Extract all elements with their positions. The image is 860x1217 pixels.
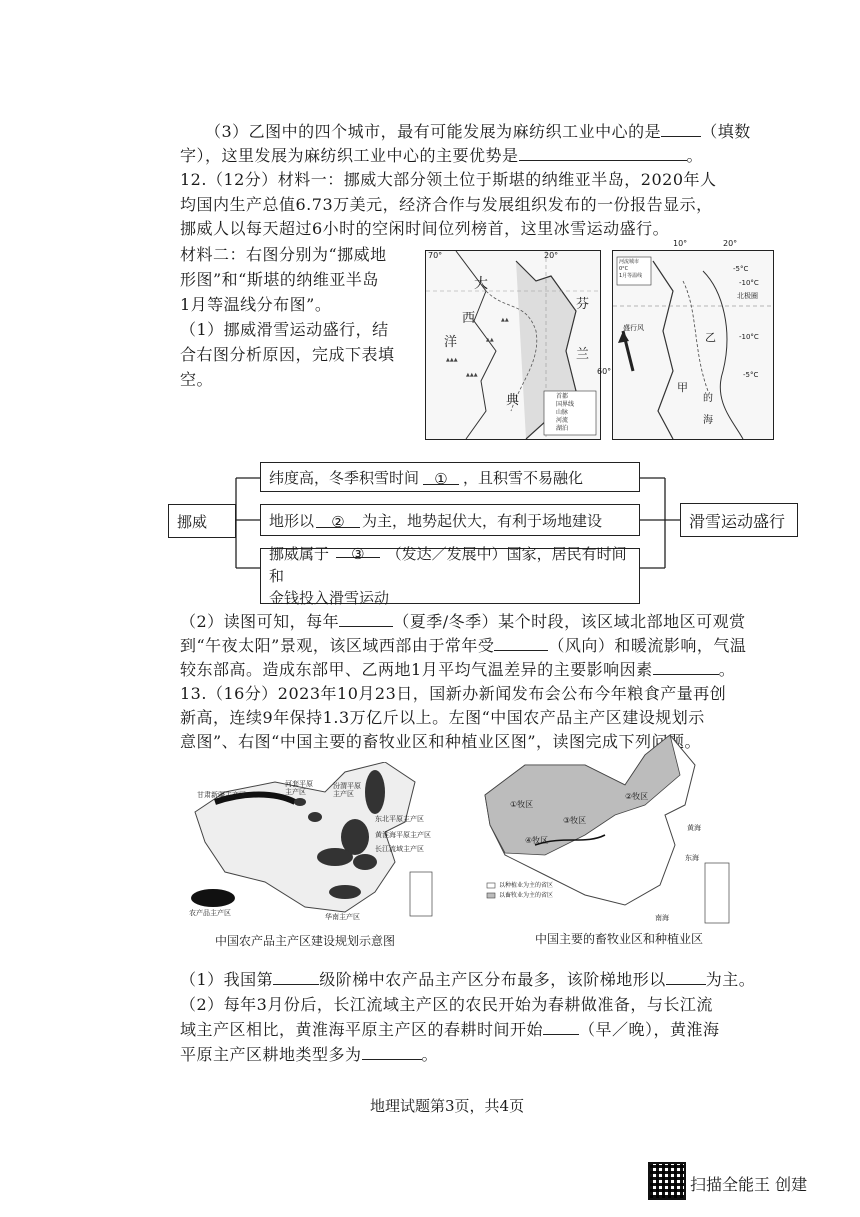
text: （夏季/冬季）某个时段，该区域北部地区可观赏	[393, 612, 746, 631]
isotherm-label: -5°C	[733, 265, 749, 273]
legend-label: 农产品主产区	[189, 909, 231, 917]
diagram-root-text: 挪威	[177, 512, 208, 531]
row-text: 挪威属于	[269, 545, 330, 563]
q12-material2-l1: 材料二：右图分别为“挪威地	[180, 245, 387, 264]
blank-number: ③	[351, 545, 365, 563]
q12-sub1-l1: （1）挪威滑雪运动盛行，结	[180, 320, 389, 339]
sea-label: 黄海	[687, 824, 701, 832]
diagram-root-norway	[168, 504, 236, 538]
answer-blank[interactable]	[543, 1020, 579, 1035]
norway-terrain-map	[425, 250, 601, 440]
isotherm-label: -5°C	[743, 371, 759, 379]
map-char: 洋	[444, 335, 458, 350]
diagram-row-latitude	[260, 462, 640, 492]
answer-blank[interactable]	[362, 1045, 422, 1060]
map-legend	[619, 259, 642, 280]
answer-blank-3[interactable]	[336, 543, 380, 563]
legend-item: 0°C	[619, 266, 629, 272]
legend-item: 国界线	[556, 401, 575, 408]
map-char: 西	[462, 311, 476, 326]
legend-item: 1月等温线	[619, 273, 643, 279]
answer-blank[interactable]	[666, 970, 706, 985]
diagram-result-text: 滑雪运动盛行	[689, 511, 786, 531]
isotherm-map	[597, 239, 774, 440]
q13-line1: 13.（16分）2023年10月23日，国新办新闻发布会公布今年粮食产量再创	[180, 684, 727, 703]
svg-text:▲▲▲: ▲▲▲	[446, 357, 458, 363]
right-map-caption: 中国主要的畜牧业区和种植业区	[535, 932, 704, 946]
sea-label: 南海	[655, 914, 669, 922]
map-char: 芬	[576, 297, 590, 312]
map-char: 大	[474, 276, 488, 292]
answer-blank[interactable]	[273, 970, 319, 985]
q11-line1	[205, 122, 751, 142]
point-jia: 甲	[677, 381, 688, 394]
svg-text:▲▲: ▲▲	[486, 337, 494, 343]
legend-item: 河流	[556, 417, 569, 424]
legend-item: 河流城市	[619, 259, 640, 265]
q12-sub2-l3	[180, 660, 735, 680]
qr-code-icon	[648, 1162, 686, 1200]
answer-blank-1[interactable]	[423, 469, 459, 488]
isotherm-label: -10°C	[739, 279, 759, 287]
legend-item: 首都	[556, 393, 569, 400]
prevailing-wind-label: 盛行风	[623, 324, 644, 332]
region-label: 甘肃新疆主产区	[197, 791, 246, 799]
legend-item: 湖泊	[556, 425, 569, 432]
q12-sub1-l3: 空。	[180, 370, 214, 389]
region-label: 东北平原主产区	[375, 815, 424, 823]
text: （风向）和暖流影响，气温	[548, 636, 747, 655]
region-label: 华南主产区	[325, 913, 360, 921]
lat-label: 70°	[428, 251, 443, 260]
text: （早／晚），黄淮海	[579, 1020, 720, 1039]
sea-label: 东海	[685, 854, 699, 862]
answer-blank[interactable]	[339, 612, 393, 627]
region-label: ③牧区	[563, 816, 587, 825]
q11-line2	[180, 146, 703, 166]
text: 。	[421, 1045, 439, 1064]
scanner-watermark: 扫描全能王 创建	[690, 1175, 808, 1194]
q12-material2-l2: 形图”和“斯堪的纳维亚半岛	[180, 270, 379, 289]
q13-sub2-l2	[180, 1020, 720, 1040]
diagram-row-terrain	[260, 504, 640, 536]
china-livestock-crop-map	[475, 735, 743, 930]
lon-label: 10°	[673, 239, 688, 248]
map-char: 兰	[576, 347, 590, 362]
region-label: ①牧区	[510, 800, 534, 809]
diagram-result-box	[680, 503, 798, 537]
region-label: 河套平原主产区	[285, 780, 313, 796]
q11-line1-tail: （填数	[701, 122, 751, 141]
region-label: 汾渭平原主产区	[333, 782, 361, 798]
map-legend	[499, 881, 553, 901]
row-line2: 金钱投入滑雪运动	[269, 589, 390, 607]
lon-label: 20°	[723, 239, 738, 248]
region-label: ②牧区	[625, 792, 649, 801]
blank-number: ②	[331, 512, 345, 531]
q12-material2-l3: 1月等温线分布图”。	[180, 295, 332, 314]
q12-line2: 均国内生产总值6.73万美元，经济合作与发展组织发布的一份报告显示，	[180, 195, 713, 214]
q11-line2-tail: 。	[686, 146, 704, 165]
q11-line1-text: （3）乙图中的四个城市，最有可能发展为麻纺织工业中心的是	[205, 122, 662, 141]
lon-label: 20°	[544, 251, 559, 260]
q12-line1: 12.（12分）材料一：挪威大部分领土位于斯堪的纳维亚半岛，2020年人	[180, 170, 717, 189]
answer-blank[interactable]	[661, 122, 701, 137]
q12-sub2-l2	[180, 636, 746, 656]
q13-line3: 意图”、右图“中国主要的畜牧业区和种植业区图”，读图完成下列问题。	[180, 732, 702, 751]
blank-number: ①	[434, 469, 448, 488]
q13-sub2-l1: （2）每年3月份后，长江流域主产区的农民开始为春耕做准备，与长江流	[180, 995, 713, 1014]
answer-blank-2[interactable]	[316, 512, 360, 531]
text: 到“午夜太阳”景观，该区域西部由于常年受	[180, 636, 495, 655]
row-text: 地形以	[269, 511, 315, 530]
text: （1）我国第	[180, 970, 274, 989]
map-legend	[556, 393, 574, 433]
diagram-row-development	[260, 545, 640, 607]
china-main-producing-areas-map	[185, 762, 455, 927]
text: 较东部高。造成东部甲、乙两地1月平均气温差异的主要影响因素	[180, 660, 653, 679]
isotherm-label: -10°C	[739, 333, 759, 341]
row-tail: 为主，地势起伏大，有利于场地建设	[362, 511, 603, 530]
svg-text:▲▲: ▲▲	[501, 317, 509, 323]
row-tail: （发达／发展中）国家，居民有时间和	[269, 545, 627, 585]
left-map-caption: 中国农产品主产区建设规划示意图	[215, 934, 396, 948]
text: 为主。	[705, 970, 756, 989]
map-char: 海	[703, 415, 713, 426]
row-text: 纬度高，冬季积雪时间	[269, 468, 420, 487]
answer-blank[interactable]	[519, 146, 687, 161]
row-tail: ，且积雪不易融化	[463, 468, 584, 487]
svg-text:▲▲▲: ▲▲▲	[466, 372, 478, 378]
text: 级阶梯中农产品主产区分布最多，该阶梯地形以	[319, 970, 666, 989]
period: 。	[718, 660, 736, 679]
page-footer: 地理试题第3页，共4页	[370, 1097, 525, 1115]
arctic-circle-label: 北极圈	[737, 292, 758, 300]
lat-label: 60°	[597, 367, 612, 376]
region-label: 长江流域主产区	[375, 845, 424, 853]
legend-item: 以种植业为主的省区	[499, 882, 554, 889]
text: 平原主产区耕地类型多为	[180, 1045, 362, 1064]
q12-sub1-l2: 合右图分析原因，完成下表填	[180, 345, 395, 364]
text: （2）读图可知，每年	[180, 612, 340, 631]
q13-line2: 新高，连续9年保持1.3万亿斤以上。左图“中国农产品主产区建设规划示	[180, 708, 705, 727]
q12-sub2-l1	[180, 612, 746, 632]
region-label: 黄淮海平原主产区	[375, 831, 431, 839]
answer-blank[interactable]	[494, 636, 548, 651]
q13-sub1	[180, 970, 755, 990]
point-yi: 乙	[705, 331, 716, 344]
row-line1	[269, 543, 631, 587]
legend-item: 以畜牧业为主的省区	[499, 892, 554, 899]
legend-item: 山脉	[556, 409, 569, 416]
map-char: 典	[506, 393, 520, 408]
q12-line3: 挪威人以每天超过6小时的空闲时间位列榜首，这里冰雪运动盛行。	[180, 219, 670, 238]
region-label: ④牧区	[525, 836, 549, 845]
q13-sub2-l3	[180, 1045, 438, 1065]
map-char: 的	[703, 393, 713, 404]
answer-blank[interactable]	[653, 660, 719, 675]
q11-line2-text: 字），这里发展为麻纺织工业中心的主要优势是	[180, 146, 519, 165]
text: 域主产区相比，黄淮海平原主产区的春耕时间开始	[180, 1020, 544, 1039]
